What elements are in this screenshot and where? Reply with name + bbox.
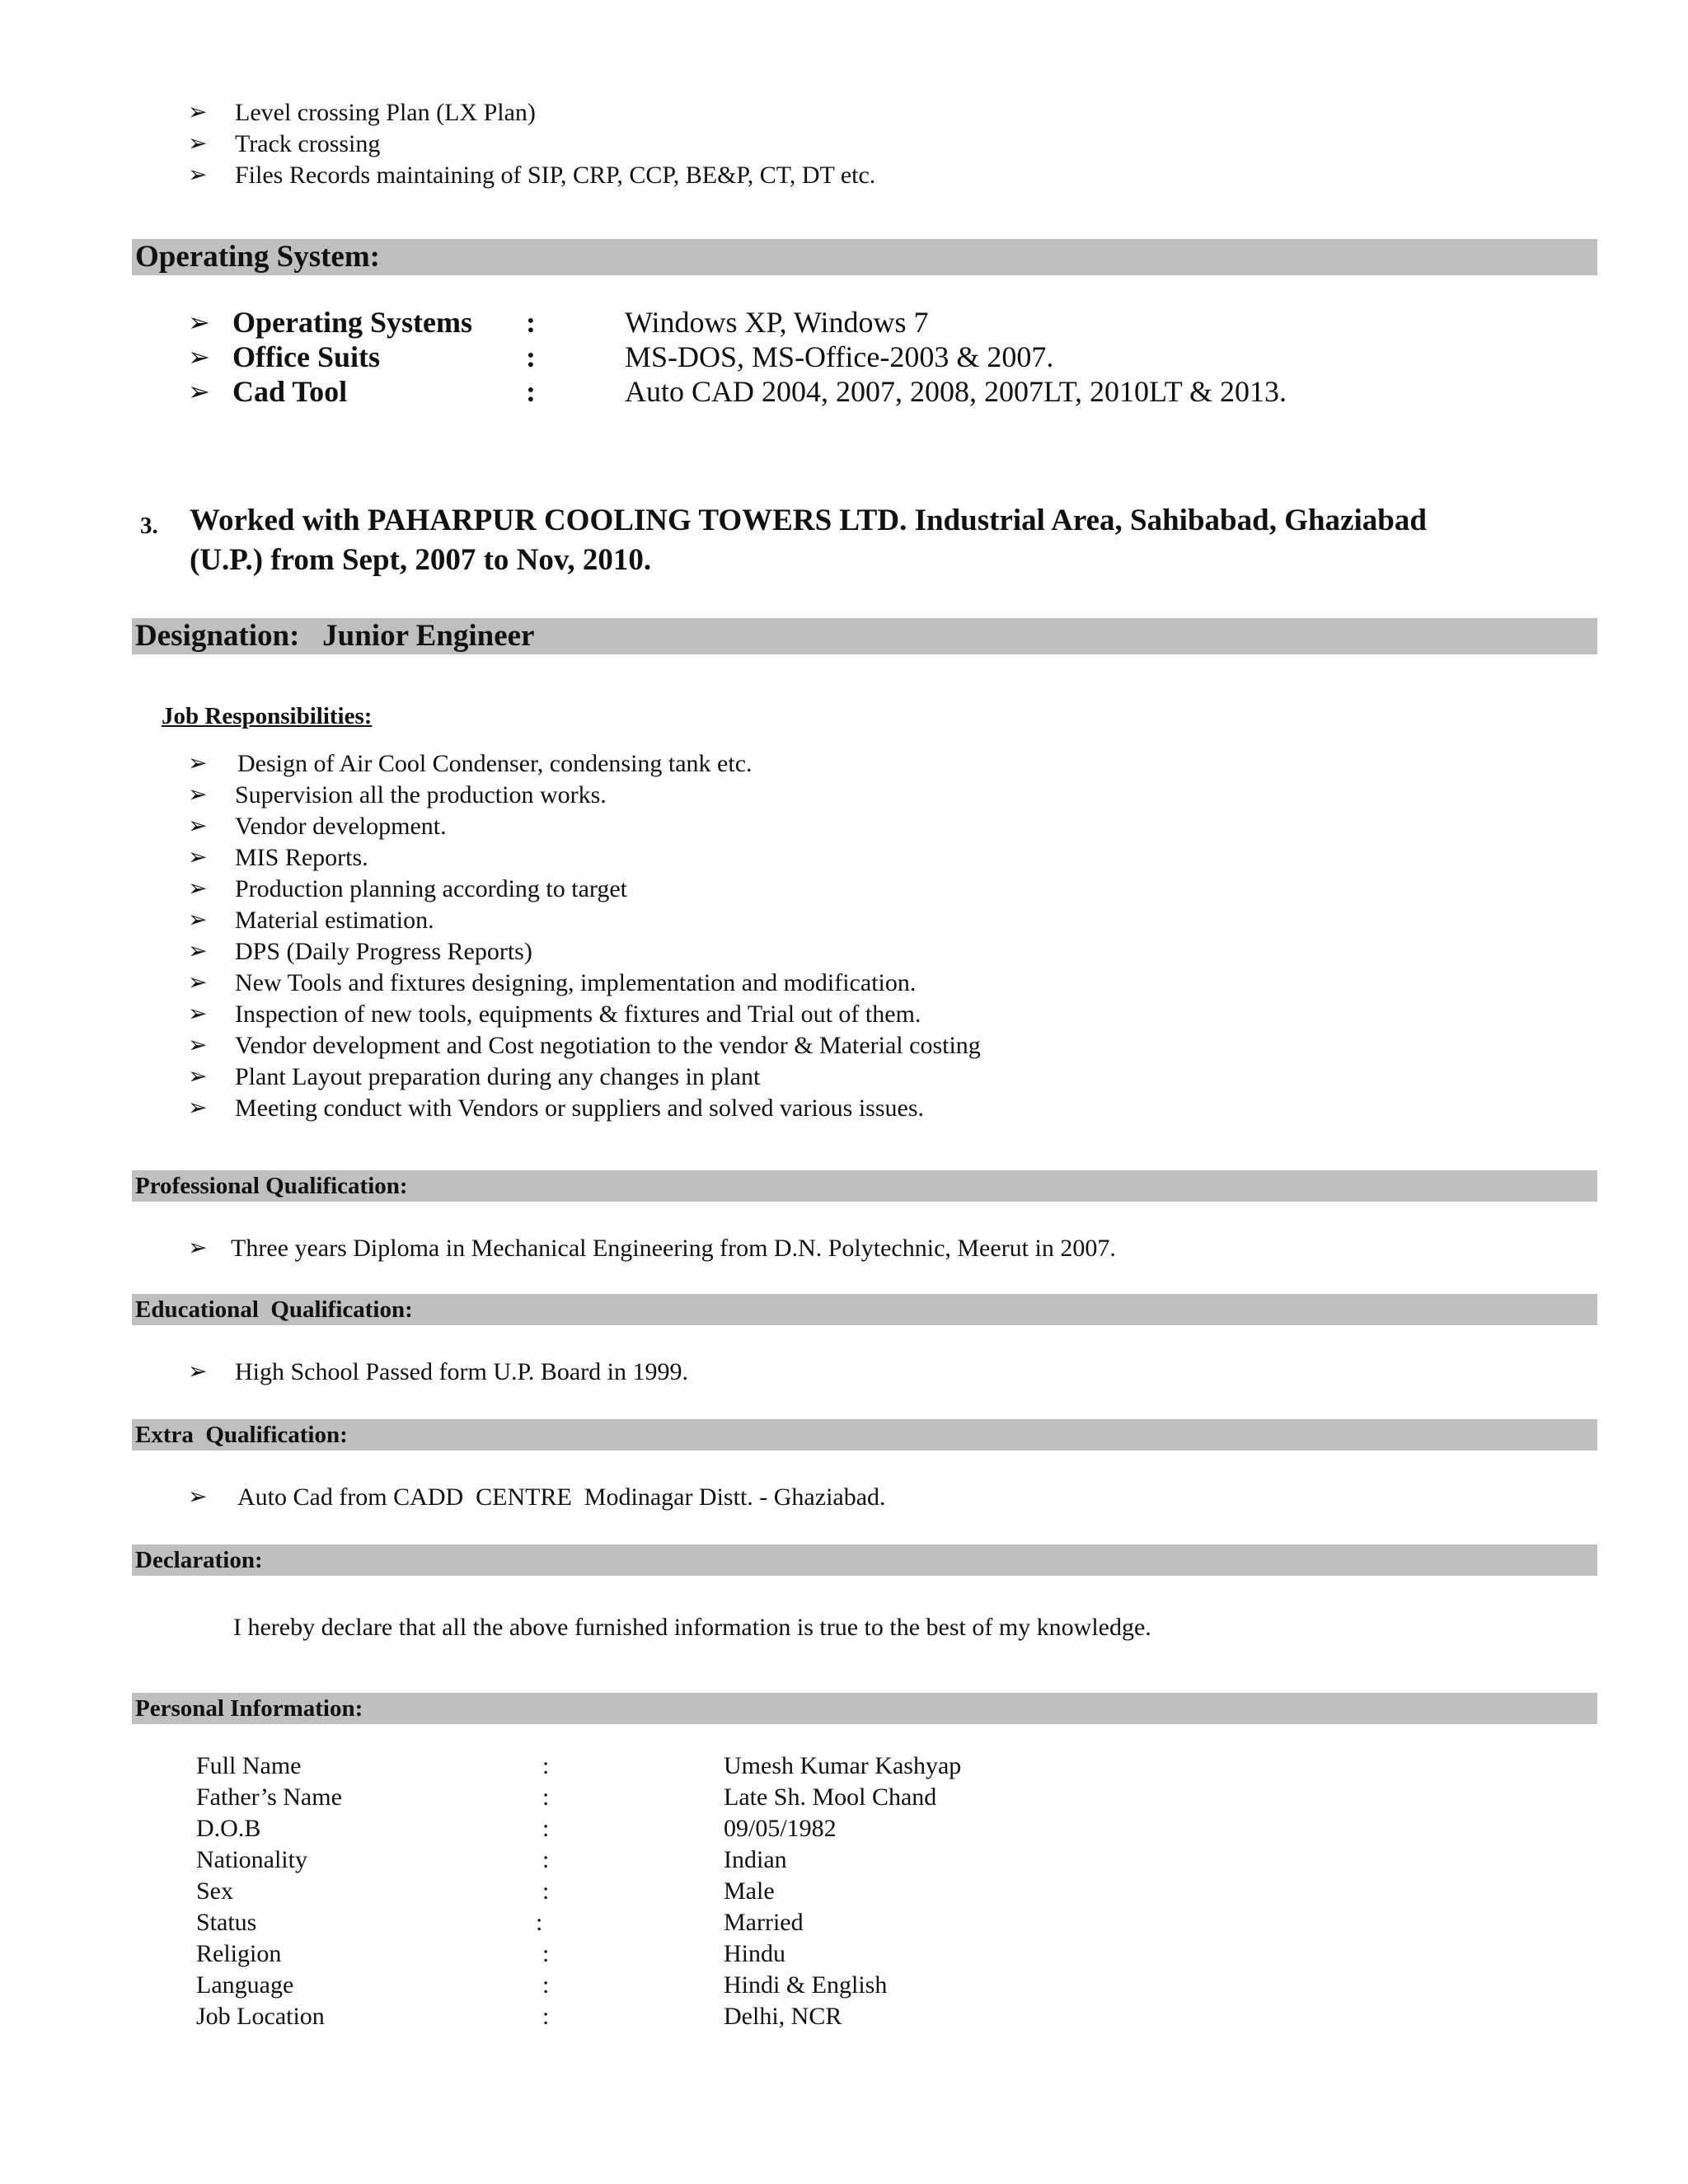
os-value: MS-DOS, MS-Office-2003 & 2007.	[625, 340, 1054, 373]
personal-key: Nationality	[196, 1846, 307, 1873]
bullet-text: Meeting conduct with Vendors or suppliers and solved various issues.	[235, 1094, 925, 1122]
section-title: Educational Qualification:	[135, 1296, 413, 1323]
company-line-1: Worked with PAHARPUR COOLING TOWERS LTD. Industrial Area, Sahibabad, Ghaziabad	[190, 504, 1427, 537]
arrow-bullet-icon: ➢	[188, 1484, 208, 1510]
os-value: Auto CAD 2004, 2007, 2008, 2007LT, 2010LT & 2013.	[625, 375, 1287, 408]
arrow-bullet-icon: ➢	[188, 342, 210, 372]
personal-value: 09/05/1982	[724, 1815, 837, 1842]
arrow-bullet-icon: ➢	[188, 907, 208, 933]
section-header-designation	[132, 618, 1597, 654]
bullet-text: MIS Reports.	[235, 844, 368, 871]
personal-value: Hindu	[724, 1940, 785, 1967]
arrow-bullet-icon: ➢	[188, 813, 208, 839]
arrow-bullet-icon: ➢	[188, 1095, 208, 1121]
personal-key: Full Name	[196, 1752, 302, 1779]
bullet-text: Files Records maintaining of SIP, CRP, CCP, BE&P, CT, DT etc.	[235, 162, 876, 189]
personal-colon: :	[542, 1783, 550, 1811]
bullet-text: Vendor development.	[235, 813, 447, 840]
os-colon: :	[526, 340, 536, 373]
personal-key: Status	[196, 1909, 257, 1936]
section-header-personal	[132, 1693, 1597, 1724]
personal-value: Married	[724, 1909, 804, 1936]
arrow-bullet-icon: ➢	[188, 1001, 208, 1027]
os-colon: :	[526, 306, 536, 339]
personal-key: Language	[196, 1971, 294, 1999]
arrow-bullet-icon: ➢	[188, 1359, 208, 1385]
bullet-text: DPS (Daily Progress Reports)	[235, 938, 532, 965]
bullet-text: High School Passed form U.P. Board in 1999.	[235, 1358, 688, 1385]
bullet-text: Plant Layout preparation during any changes in plant	[235, 1063, 761, 1090]
personal-value: Hindi & English	[724, 1971, 888, 1999]
os-colon: :	[526, 375, 536, 408]
os-value: Windows XP, Windows 7	[625, 306, 929, 339]
personal-colon: :	[542, 1815, 550, 1842]
personal-colon: :	[536, 1909, 543, 1936]
bullet-text: Track crossing	[235, 130, 381, 157]
arrow-bullet-icon: ➢	[188, 782, 208, 808]
personal-colon: :	[542, 1940, 550, 1967]
os-label: Operating Systems	[232, 306, 472, 339]
section-title: Extra Qualification:	[135, 1422, 348, 1448]
bullet-text: Inspection of new tools, equipments & fixtures and Trial out of them.	[235, 1001, 921, 1028]
personal-key: D.O.B	[196, 1815, 261, 1842]
bullet-text: Three years Diploma in Mechanical Engineering from D.N. Polytechnic, Meerut in 2007.	[231, 1235, 1116, 1262]
bullet-text: Design of Air Cool Condenser, condensing tank etc.	[237, 750, 753, 777]
arrow-bullet-icon: ➢	[188, 1064, 208, 1090]
bullet-text: Level crossing Plan (LX Plan)	[235, 99, 536, 126]
os-label: Office Suits	[232, 340, 380, 373]
personal-key: Religion	[196, 1940, 282, 1967]
section-header-educational	[132, 1294, 1597, 1325]
bullet-text: Material estimation.	[235, 907, 434, 934]
personal-colon: :	[542, 1752, 550, 1779]
personal-value: Delhi, NCR	[724, 2003, 842, 2030]
personal-key: Job Location	[196, 2003, 325, 2030]
arrow-bullet-icon: ➢	[188, 131, 208, 157]
section-title: Personal Information:	[135, 1695, 363, 1722]
arrow-bullet-icon: ➢	[188, 100, 208, 125]
section-title: Professional Qualification:	[135, 1173, 408, 1199]
arrow-bullet-icon: ➢	[188, 1033, 208, 1058]
section-title: Designation: Junior Engineer	[135, 619, 535, 653]
personal-colon: :	[542, 2003, 550, 2030]
personal-colon: :	[542, 1846, 550, 1873]
company-line-2: (U.P.) from Sept, 2007 to Nov, 2010.	[190, 543, 652, 577]
personal-key: Father’s Name	[196, 1783, 342, 1811]
arrow-bullet-icon: ➢	[188, 307, 210, 337]
bullet-text: Vendor development and Cost negotiation to the vendor & Material costing	[235, 1032, 981, 1059]
bullet-text: Production planning according to target	[235, 875, 628, 902]
company-number: 3.	[140, 513, 158, 539]
section-header-extra	[132, 1419, 1597, 1451]
section-title: Operating System:	[135, 240, 380, 274]
job-responsibilities-heading: Job Responsibilities:	[162, 703, 373, 729]
personal-value: Umesh Kumar Kashyap	[724, 1752, 962, 1779]
personal-value: Indian	[724, 1846, 787, 1873]
bullet-text: Auto Cad from CADD CENTRE Modinagar Distt. - Ghaziabad.	[237, 1483, 886, 1511]
section-header-operating-system	[132, 239, 1597, 275]
personal-colon: :	[542, 1971, 550, 1999]
personal-value: Male	[724, 1877, 775, 1905]
section-title: Declaration:	[135, 1547, 263, 1573]
personal-key: Sex	[196, 1877, 233, 1905]
arrow-bullet-icon: ➢	[188, 876, 208, 902]
arrow-bullet-icon: ➢	[188, 377, 210, 406]
arrow-bullet-icon: ➢	[188, 1235, 208, 1261]
personal-colon: :	[542, 1877, 550, 1905]
arrow-bullet-icon: ➢	[188, 162, 208, 188]
os-label: Cad Tool	[232, 375, 348, 408]
personal-value: Late Sh. Mool Chand	[724, 1783, 937, 1811]
arrow-bullet-icon: ➢	[188, 845, 208, 870]
arrow-bullet-icon: ➢	[188, 939, 208, 964]
bullet-text: New Tools and fixtures designing, implementation and modification.	[235, 969, 917, 996]
section-header-declaration	[132, 1544, 1597, 1576]
section-header-professional	[132, 1170, 1597, 1202]
declaration-text: I hereby declare that all the above furnished information is true to the best of my knowledge.	[233, 1614, 1151, 1641]
arrow-bullet-icon: ➢	[188, 970, 208, 996]
arrow-bullet-icon: ➢	[188, 751, 208, 776]
bullet-text: Supervision all the production works.	[235, 781, 607, 808]
